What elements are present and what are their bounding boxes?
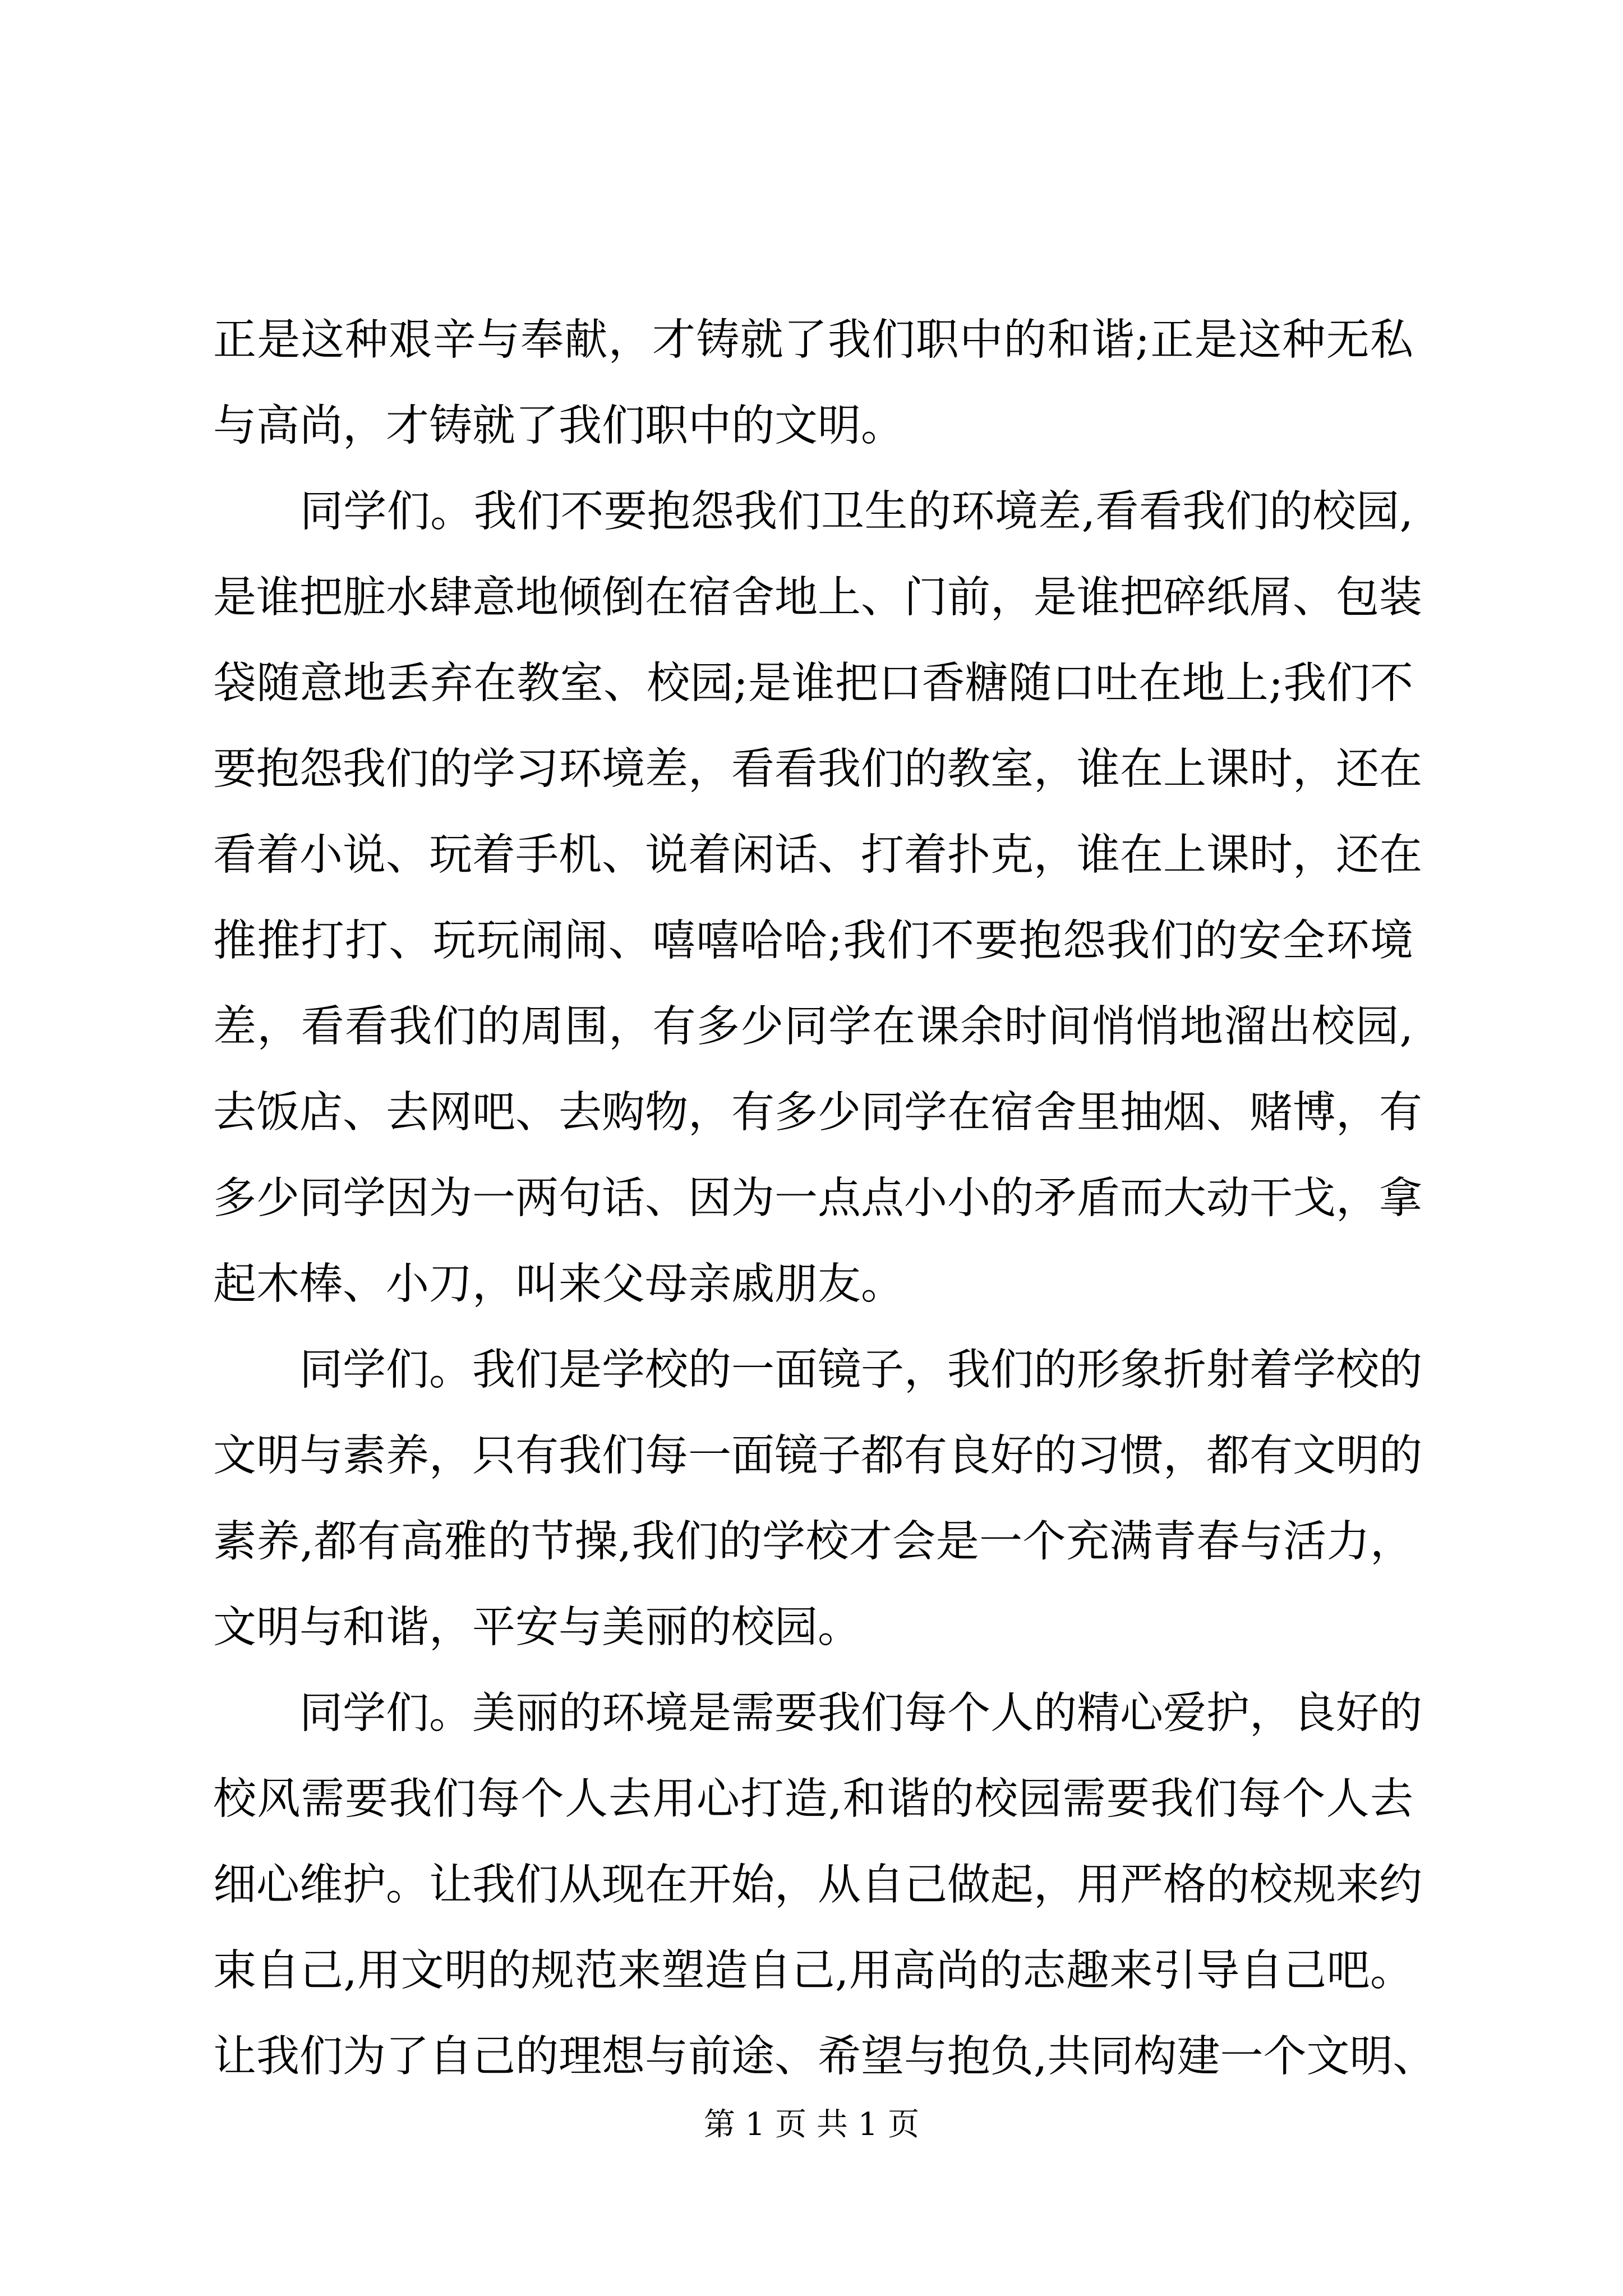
text-line: 看着小说、玩着手机、说着闲话、打着扑克，谁在上课时，还在 xyxy=(213,830,1422,880)
text-line: 同学们。我们是学校的一面镜子，我们的形象折射着学校的 xyxy=(213,1345,1422,1395)
text-line: 文明与素养，只有我们每一面镜子都有良好的习惯，都有文明的 xyxy=(213,1431,1422,1481)
page-footer: 第 1 页 共 1 页 xyxy=(703,2106,920,2143)
text-line: 差，看看我们的周围，有多少同学在课余时间悄悄地溜出校园, xyxy=(213,1002,1413,1052)
text-line: 与高尚，才铸就了我们职中的文明。 xyxy=(213,401,904,451)
document-body xyxy=(213,297,1436,2100)
text-line: 束自己,用文明的规范来塑造自己,用高尚的志趣来引导自己吧。 xyxy=(213,1946,1413,1996)
text-line: 多少同学因为一两句话、因为一点点小小的矛盾而大动干戈，拿 xyxy=(213,1174,1422,1223)
text-line: 要抱怨我们的学习环境差，看看我们的教室，谁在上课时，还在 xyxy=(213,744,1422,794)
text-line: 文明与和谐，平安与美丽的校园。 xyxy=(213,1603,861,1653)
text-line: 同学们。我们不要抱怨我们卫生的环境差,看看我们的校园, xyxy=(213,487,1413,537)
text-line: 是谁把脏水肆意地倾倒在宿舍地上、门前，是谁把碎纸屑、包装 xyxy=(213,573,1422,623)
text-line: 校风需要我们每个人去用心打造,和谐的校园需要我们每个人去 xyxy=(213,1774,1413,1824)
text-line: 素养,都有高雅的节操,我们的学校才会是一个充满青春与活力， xyxy=(213,1517,1413,1567)
text-line: 推推打打、玩玩闹闹、嘻嘻哈哈;我们不要抱怨我们的安全环境 xyxy=(213,916,1413,966)
text-line: 细心维护。让我们从现在开始，从自己做起，用严格的校规来约 xyxy=(213,1860,1422,1910)
text-line: 同学们。美丽的环境是需要我们每个人的精心爱护，良好的 xyxy=(213,1688,1422,1738)
text-line: 去饭店、去网吧、去购物，有多少同学在宿舍里抽烟、赌博，有 xyxy=(213,1088,1422,1138)
text-line: 起木棒、小刀，叫来父母亲戚朋友。 xyxy=(213,1259,904,1309)
text-line: 让我们为了自己的理想与前途、希望与抱负,共同构建一个文明、 xyxy=(213,2032,1436,2082)
text-line: 袋随意地丢弃在教室、校园;是谁把口香糖随口吐在地上;我们不 xyxy=(213,659,1413,708)
text-line: 正是这种艰辛与奉献，才铸就了我们职中的和谐;正是这种无私 xyxy=(213,315,1413,365)
